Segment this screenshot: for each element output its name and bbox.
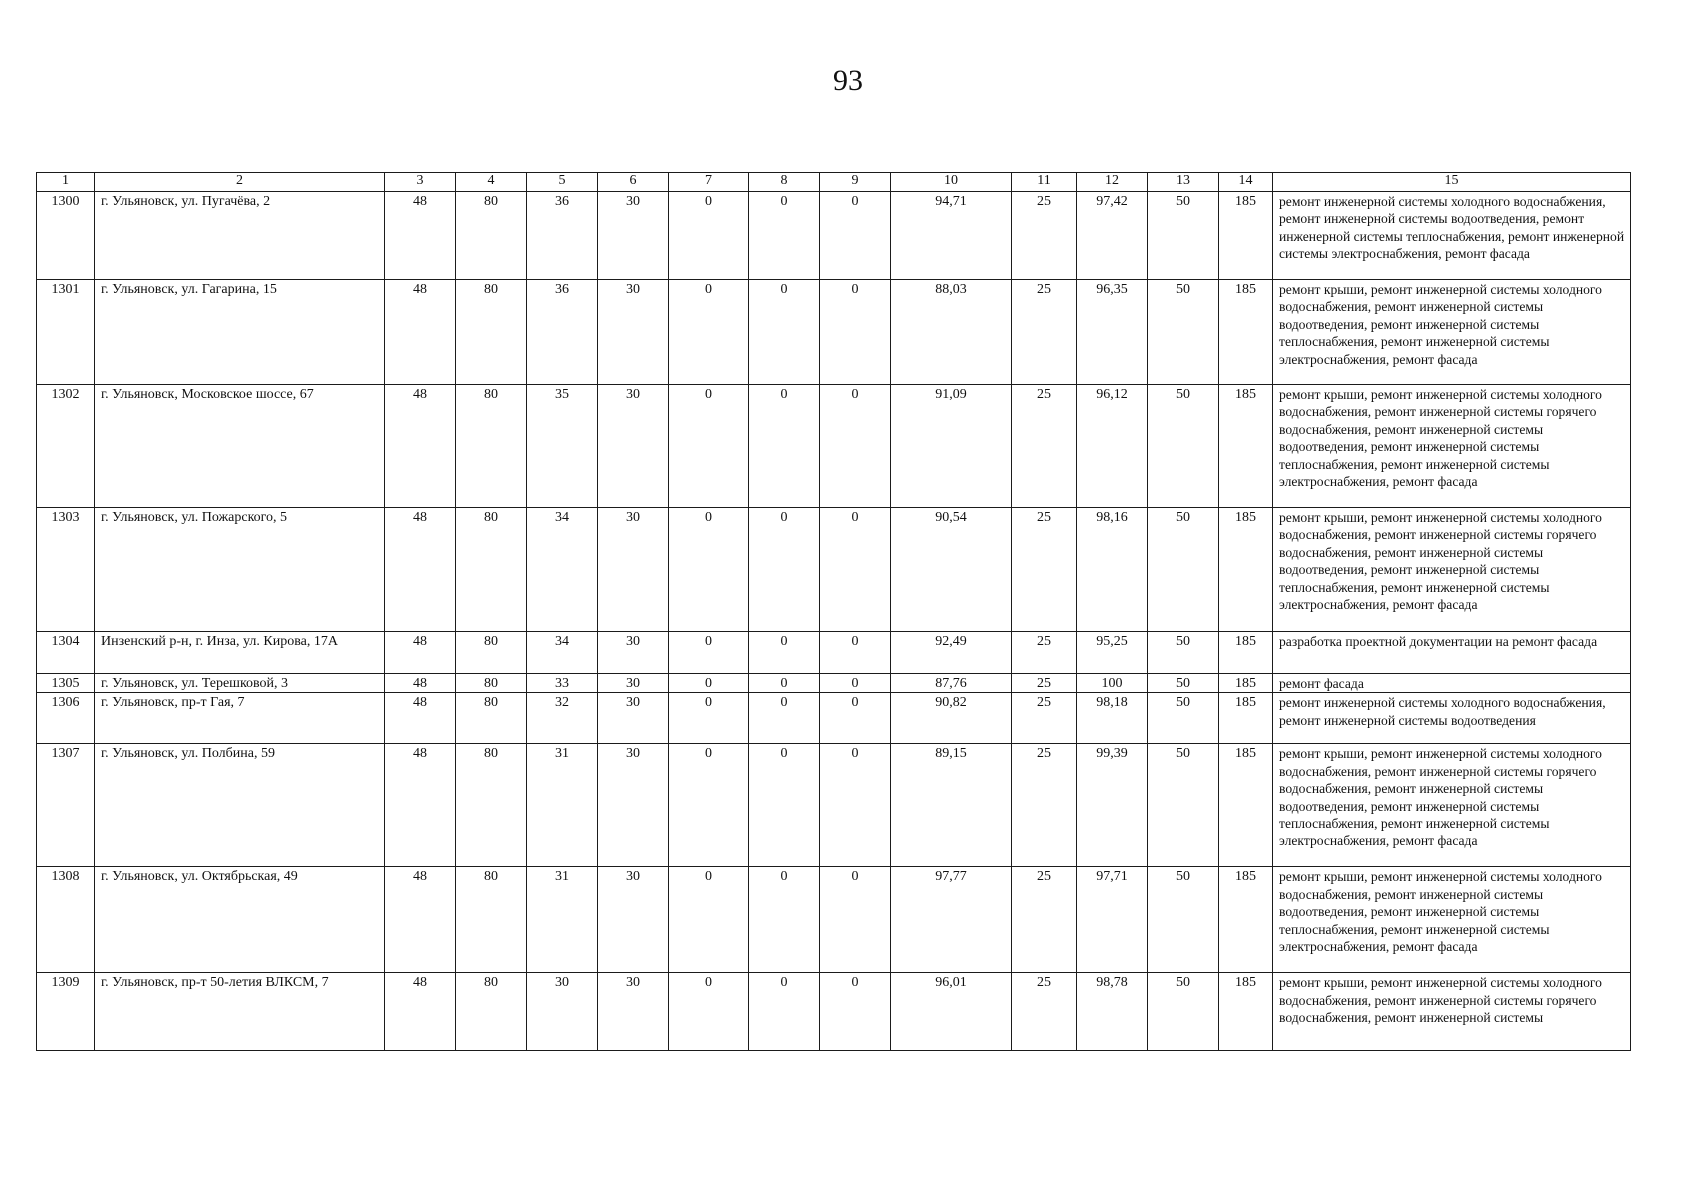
cell-c11: 25 <box>1012 280 1077 385</box>
cell-c11: 25 <box>1012 867 1077 973</box>
cell-id: 1300 <box>37 192 95 280</box>
cell-c10: 94,71 <box>891 192 1012 280</box>
cell-c8: 0 <box>749 192 820 280</box>
cell-c4: 80 <box>456 867 527 973</box>
cell-c10: 88,03 <box>891 280 1012 385</box>
cell-works: ремонт фасада <box>1273 674 1631 693</box>
cell-c9: 0 <box>820 192 891 280</box>
column-header-3: 3 <box>385 173 456 192</box>
cell-c13: 50 <box>1148 973 1219 1051</box>
table-row <box>37 674 1631 693</box>
cell-c14: 185 <box>1219 867 1273 973</box>
cell-c13: 50 <box>1148 192 1219 280</box>
cell-c5: 33 <box>527 674 598 693</box>
cell-c11: 25 <box>1012 693 1077 744</box>
cell-c9: 0 <box>820 744 891 867</box>
cell-c8: 0 <box>749 744 820 867</box>
cell-c6: 30 <box>598 867 669 973</box>
cell-c8: 0 <box>749 674 820 693</box>
cell-c10: 89,15 <box>891 744 1012 867</box>
column-header-13: 13 <box>1148 173 1219 192</box>
cell-c3: 48 <box>385 973 456 1051</box>
cell-c9: 0 <box>820 280 891 385</box>
cell-c9: 0 <box>820 867 891 973</box>
table-row <box>37 867 1631 973</box>
column-header-8: 8 <box>749 173 820 192</box>
cell-c11: 25 <box>1012 674 1077 693</box>
column-header-6: 6 <box>598 173 669 192</box>
cell-works: ремонт крыши, ремонт инженерной системы холодного водоснабжения, ремонт инженерной системы горячего водоснабжения, ремонт инженерной системы водоотведения, ремонт инженерной системы теплоснабжения, ремонт инженерной системы электроснабжения, ремонт фасада <box>1273 508 1631 632</box>
cell-c3: 48 <box>385 744 456 867</box>
cell-id: 1306 <box>37 693 95 744</box>
cell-c8: 0 <box>749 632 820 674</box>
cell-c13: 50 <box>1148 632 1219 674</box>
cell-c4: 80 <box>456 973 527 1051</box>
cell-address: г. Ульяновск, ул. Пугачёва, 2 <box>95 192 385 280</box>
cell-c12: 97,42 <box>1077 192 1148 280</box>
table-row <box>37 693 1631 744</box>
cell-c7: 0 <box>669 744 749 867</box>
cell-address: г. Ульяновск, ул. Полбина, 59 <box>95 744 385 867</box>
cell-address: г. Ульяновск, ул. Пожарского, 5 <box>95 508 385 632</box>
cell-c8: 0 <box>749 867 820 973</box>
cell-id: 1304 <box>37 632 95 674</box>
cell-c10: 96,01 <box>891 973 1012 1051</box>
cell-c9: 0 <box>820 385 891 508</box>
cell-c12: 97,71 <box>1077 867 1148 973</box>
cell-c5: 34 <box>527 508 598 632</box>
cell-id: 1302 <box>37 385 95 508</box>
cell-c4: 80 <box>456 632 527 674</box>
column-header-14: 14 <box>1219 173 1273 192</box>
cell-works: ремонт крыши, ремонт инженерной системы холодного водоснабжения, ремонт инженерной системы водоотведения, ремонт инженерной системы теплоснабжения, ремонт инженерной системы электроснабжения, ремонт фасада <box>1273 280 1631 385</box>
cell-c12: 98,18 <box>1077 693 1148 744</box>
cell-c7: 0 <box>669 385 749 508</box>
cell-c9: 0 <box>820 508 891 632</box>
cell-c12: 96,35 <box>1077 280 1148 385</box>
cell-c13: 50 <box>1148 508 1219 632</box>
cell-c7: 0 <box>669 693 749 744</box>
cell-c7: 0 <box>669 973 749 1051</box>
cell-c9: 0 <box>820 632 891 674</box>
column-header-2: 2 <box>95 173 385 192</box>
cell-c6: 30 <box>598 973 669 1051</box>
cell-c13: 50 <box>1148 744 1219 867</box>
cell-c10: 92,49 <box>891 632 1012 674</box>
cell-address: г. Ульяновск, ул. Гагарина, 15 <box>95 280 385 385</box>
cell-id: 1309 <box>37 973 95 1051</box>
cell-c9: 0 <box>820 973 891 1051</box>
cell-address: г. Ульяновск, ул. Октябрьская, 49 <box>95 867 385 973</box>
cell-c5: 36 <box>527 192 598 280</box>
cell-c7: 0 <box>669 674 749 693</box>
cell-id: 1303 <box>37 508 95 632</box>
cell-c11: 25 <box>1012 973 1077 1051</box>
cell-c14: 185 <box>1219 693 1273 744</box>
cell-c8: 0 <box>749 693 820 744</box>
cell-id: 1301 <box>37 280 95 385</box>
cell-address: г. Ульяновск, пр-т 50-летия ВЛКСМ, 7 <box>95 973 385 1051</box>
cell-c12: 98,78 <box>1077 973 1148 1051</box>
column-header-4: 4 <box>456 173 527 192</box>
cell-c12: 96,12 <box>1077 385 1148 508</box>
cell-c10: 87,76 <box>891 674 1012 693</box>
table-row <box>37 632 1631 674</box>
cell-c14: 185 <box>1219 632 1273 674</box>
cell-c11: 25 <box>1012 385 1077 508</box>
table-header-row <box>37 173 1631 192</box>
cell-c13: 50 <box>1148 385 1219 508</box>
cell-c3: 48 <box>385 674 456 693</box>
cell-c14: 185 <box>1219 973 1273 1051</box>
cell-c13: 50 <box>1148 280 1219 385</box>
cell-c4: 80 <box>456 280 527 385</box>
cell-c5: 34 <box>527 632 598 674</box>
cell-c4: 80 <box>456 508 527 632</box>
table-row <box>37 508 1631 632</box>
cell-c3: 48 <box>385 867 456 973</box>
cell-c8: 0 <box>749 280 820 385</box>
cell-c6: 30 <box>598 508 669 632</box>
cell-c14: 185 <box>1219 744 1273 867</box>
cell-c3: 48 <box>385 508 456 632</box>
cell-address: г. Ульяновск, ул. Терешковой, 3 <box>95 674 385 693</box>
cell-c7: 0 <box>669 192 749 280</box>
column-header-10: 10 <box>891 173 1012 192</box>
cell-c8: 0 <box>749 973 820 1051</box>
cell-works: ремонт инженерной системы холодного водоснабжения, ремонт инженерной системы водоотведения, ремонт инженерной системы теплоснабжения, ремонт инженерной системы электроснабжения, ремонт фасада <box>1273 192 1631 280</box>
cell-id: 1305 <box>37 674 95 693</box>
cell-works: ремонт крыши, ремонт инженерной системы холодного водоснабжения, ремонт инженерной системы горячего водоснабжения, ремонт инженерной системы водоотведения, ремонт инженерной системы теплоснабжения, ремонт инженерной системы электроснабжения, ремонт фасада <box>1273 385 1631 508</box>
cell-c3: 48 <box>385 385 456 508</box>
cell-c5: 31 <box>527 867 598 973</box>
cell-c3: 48 <box>385 693 456 744</box>
cell-c14: 185 <box>1219 385 1273 508</box>
cell-id: 1307 <box>37 744 95 867</box>
column-header-5: 5 <box>527 173 598 192</box>
cell-c4: 80 <box>456 192 527 280</box>
table-row <box>37 192 1631 280</box>
cell-c5: 31 <box>527 744 598 867</box>
cell-c13: 50 <box>1148 693 1219 744</box>
cell-c14: 185 <box>1219 674 1273 693</box>
cell-c4: 80 <box>456 674 527 693</box>
cell-c4: 80 <box>456 385 527 508</box>
cell-address: Инзенский р-н, г. Инза, ул. Кирова, 17А <box>95 632 385 674</box>
cell-works: разработка проектной документации на ремонт фасада <box>1273 632 1631 674</box>
column-header-15: 15 <box>1273 173 1631 192</box>
cell-works: ремонт крыши, ремонт инженерной системы холодного водоснабжения, ремонт инженерной системы водоотведения, ремонт инженерной системы теплоснабжения, ремонт инженерной системы электроснабжения, ремонт фасада <box>1273 867 1631 973</box>
cell-c7: 0 <box>669 632 749 674</box>
cell-c5: 36 <box>527 280 598 385</box>
data-table <box>36 172 1631 1051</box>
cell-c11: 25 <box>1012 192 1077 280</box>
cell-c12: 100 <box>1077 674 1148 693</box>
cell-c6: 30 <box>598 693 669 744</box>
cell-c14: 185 <box>1219 280 1273 385</box>
cell-c8: 0 <box>749 508 820 632</box>
column-header-11: 11 <box>1012 173 1077 192</box>
table-row <box>37 744 1631 867</box>
cell-c10: 97,77 <box>891 867 1012 973</box>
cell-c12: 99,39 <box>1077 744 1148 867</box>
cell-c11: 25 <box>1012 744 1077 867</box>
cell-works: ремонт инженерной системы холодного водоснабжения, ремонт инженерной системы водоотведения <box>1273 693 1631 744</box>
cell-c11: 25 <box>1012 508 1077 632</box>
cell-c6: 30 <box>598 385 669 508</box>
cell-c7: 0 <box>669 508 749 632</box>
page-number: 93 <box>833 64 863 97</box>
table-row <box>37 973 1631 1051</box>
cell-c3: 48 <box>385 192 456 280</box>
cell-c7: 0 <box>669 280 749 385</box>
cell-c6: 30 <box>598 632 669 674</box>
cell-c4: 80 <box>456 744 527 867</box>
cell-c6: 30 <box>598 674 669 693</box>
cell-works: ремонт крыши, ремонт инженерной системы холодного водоснабжения, ремонт инженерной системы горячего водоснабжения, ремонт инженерной системы <box>1273 973 1631 1051</box>
cell-c10: 91,09 <box>891 385 1012 508</box>
cell-address: г. Ульяновск, пр-т Гая, 7 <box>95 693 385 744</box>
cell-c10: 90,82 <box>891 693 1012 744</box>
table-row <box>37 280 1631 385</box>
cell-c9: 0 <box>820 693 891 744</box>
cell-c14: 185 <box>1219 192 1273 280</box>
cell-c5: 35 <box>527 385 598 508</box>
cell-c9: 0 <box>820 674 891 693</box>
cell-id: 1308 <box>37 867 95 973</box>
cell-address: г. Ульяновск, Московское шоссе, 67 <box>95 385 385 508</box>
column-header-9: 9 <box>820 173 891 192</box>
cell-c5: 30 <box>527 973 598 1051</box>
column-header-1: 1 <box>37 173 95 192</box>
column-header-12: 12 <box>1077 173 1148 192</box>
cell-c5: 32 <box>527 693 598 744</box>
cell-c4: 80 <box>456 693 527 744</box>
cell-c11: 25 <box>1012 632 1077 674</box>
cell-c13: 50 <box>1148 674 1219 693</box>
cell-c8: 0 <box>749 385 820 508</box>
cell-c6: 30 <box>598 280 669 385</box>
cell-c12: 95,25 <box>1077 632 1148 674</box>
cell-c7: 0 <box>669 867 749 973</box>
cell-c6: 30 <box>598 192 669 280</box>
cell-c10: 90,54 <box>891 508 1012 632</box>
cell-c14: 185 <box>1219 508 1273 632</box>
cell-works: ремонт крыши, ремонт инженерной системы холодного водоснабжения, ремонт инженерной системы горячего водоснабжения, ремонт инженерной системы водоотведения, ремонт инженерной системы теплоснабжения, ремонт инженерной системы электроснабжения, ремонт фасада <box>1273 744 1631 867</box>
cell-c6: 30 <box>598 744 669 867</box>
cell-c3: 48 <box>385 280 456 385</box>
column-header-7: 7 <box>669 173 749 192</box>
cell-c13: 50 <box>1148 867 1219 973</box>
table-row <box>37 385 1631 508</box>
cell-c3: 48 <box>385 632 456 674</box>
cell-c12: 98,16 <box>1077 508 1148 632</box>
